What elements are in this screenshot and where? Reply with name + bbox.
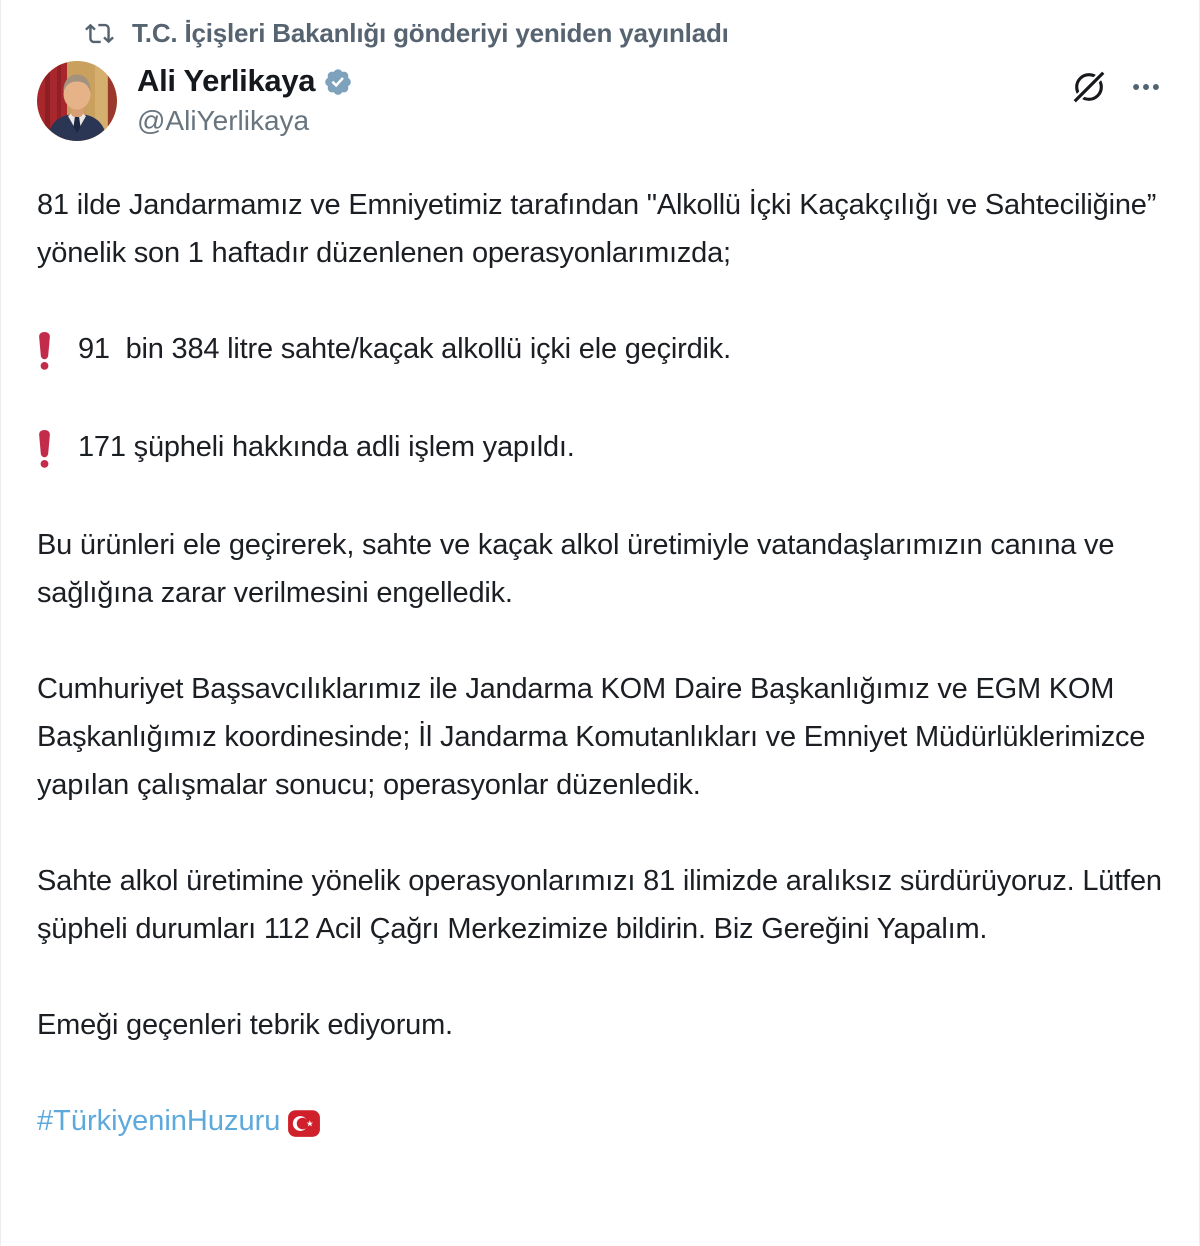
grok-icon [1071, 69, 1107, 108]
hashtag-link[interactable]: #TürkiyeninHuzuru [37, 1105, 281, 1137]
hashtag-line [37, 1097, 1163, 1145]
post-paragraph: Emeği geçenleri tebrik ediyorum. [37, 1009, 453, 1041]
more-icon [1129, 70, 1163, 107]
user-handle[interactable]: @AliYerlikaya [137, 105, 310, 136]
bullet-item [37, 325, 1163, 375]
post-paragraph: Cumhuriyet Başsavcılıklarımız ile Jandarma KOM Daire Başkanlığımız ve EGM KOM Başkanlığımız koordinesinde; İl Jandarma Komutanlıkları ve Emniyet Müdürlüklerimizce yapılan çalışmalar sonucu; operasyonlar düzenledik. [37, 673, 1154, 801]
avatar[interactable] [37, 61, 117, 141]
user-meta [137, 61, 1071, 137]
grok-button[interactable] [1071, 69, 1107, 108]
repost-text: T.C. İçişleri Bakanlığı gönderiyi yeniden yayınladı [132, 18, 729, 48]
repost-header[interactable] [37, 18, 1163, 49]
header-actions [1071, 69, 1163, 108]
red-exclamation-icon [37, 331, 52, 375]
bullet-text: 171 şüpheli hakkında adli işlem yapıldı. [78, 431, 575, 463]
post-header-row [37, 61, 1163, 141]
bullet-text: 91 bin 384 litre sahte/kaçak alkollü içki ele geçirdik. [78, 333, 731, 365]
turkey-flag-icon [286, 1106, 322, 1140]
display-name[interactable]: Ali Yerlikaya [137, 63, 316, 98]
repost-icon [85, 19, 114, 48]
post-intro: 81 ilde Jandarmamız ve Emniyetimiz tarafından "Alkollü İçki Kaçakçılığı ve Sahteciliğine” yönelik son 1 haftadır düzenlenen operasyonlarımızda; [37, 189, 1165, 269]
verified-badge-icon [323, 67, 353, 97]
red-exclamation-icon [37, 429, 52, 473]
more-button[interactable] [1129, 70, 1163, 107]
post-paragraph: Bu ürünleri ele geçirerek, sahte ve kaçak alkol üretimiyle vatandaşlarımızın canına ve sağlığına zarar verilmesini engelledik. [37, 529, 1123, 609]
bullet-item [37, 423, 1163, 473]
post-body [37, 181, 1170, 1145]
post-paragraph: Sahte alkol üretimine yönelik operasyonlarımızı 81 ilimizde aralıksız sürdürüyoruz. Lütfen şüpheli durumları 112 Acil Çağrı Merkezimize bildirin. Biz Gereğini Yapalım. [37, 865, 1170, 945]
